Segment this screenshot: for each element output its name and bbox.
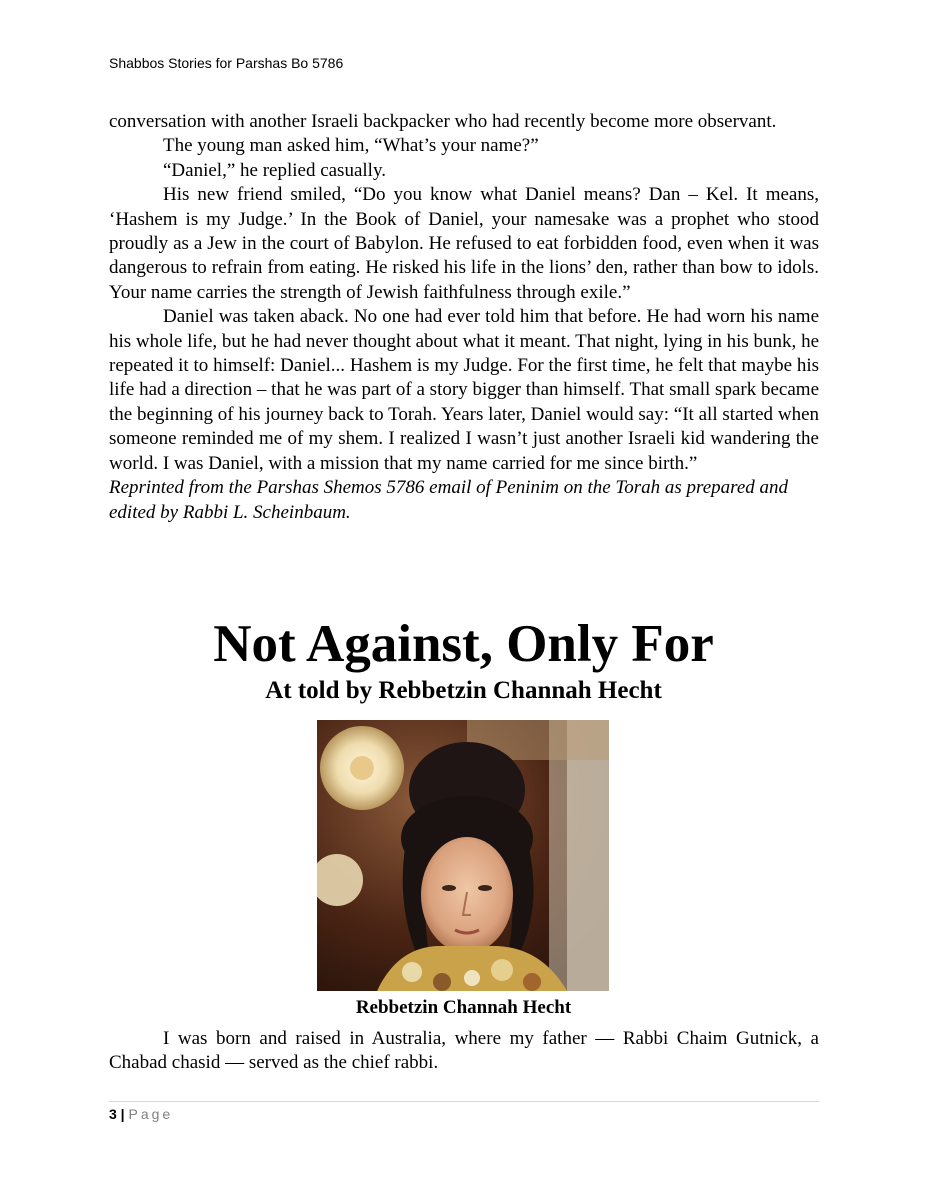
footer-divider — [109, 1101, 819, 1102]
story-subtitle: At told by Rebbetzin Channah Hecht — [265, 677, 662, 704]
reprint-credit: Reprinted from the Parshas Shemos 5786 email of Peninim on the Torah as prepared and edited by Rabbi L. Scheinbaum. — [109, 477, 789, 523]
paragraph: The young man asked him, “What’s your name?” — [163, 135, 539, 157]
page-footer — [109, 1106, 173, 1122]
photo-caption: Rebbetzin Channah Hecht — [355, 997, 572, 1018]
paragraph: “Daniel,” he replied casually. — [163, 159, 386, 181]
running-header: Shabbos Stories for Parshas Bo 5786 — [109, 55, 344, 71]
paragraph: Daniel was taken aback. No one had ever told him that before. He had worn his name his whole life, but he had never thought about what it meant. That night, lying in his bunk, he repeated it to himself: Daniel... Hashem is my Judge. For the first time, he felt that maybe his life had a direction – that he was part of a story bigger than himself. That small spark became the beginning of his journey back to Torah. Years later, Daniel would say: “It all started when someone reminded me of my shem. I realized I wasn’t just another Israeli kid wandering the world. I was Daniel, with a mission that my name carried for me since birth.” — [109, 306, 819, 474]
paragraph: I was born and raised in Australia, where my father — Rabbi Chaim Gutnick, a Chabad chasid — served as the chief rabbi. — [109, 1028, 819, 1074]
story-title: Not Against, Only For — [213, 615, 714, 673]
page-label: Page — [128, 1106, 174, 1122]
story-text — [109, 1027, 819, 1076]
footer-separator: | — [116, 1106, 129, 1122]
story-text — [109, 110, 819, 525]
paragraph: conversation with another Israeli backpacker who had recently become more observant. — [109, 111, 777, 132]
page-number: 3 — [109, 1106, 117, 1122]
portrait-image — [317, 720, 609, 991]
paragraph: His new friend smiled, “Do you know what Daniel means? Dan – Kel. It means, ‘Hashem is my Judge.’ In the Book of Daniel, your namesake was a prophet who stood proudly as a Jew in the court of Babylon. He refused to eat forbidden food, even when it was dangerous to refrain from eating. He risked his life in the lions’ den, rather than bow to idols. Your name carries the strength of Jewish faithfulness through exile.” — [109, 184, 819, 303]
portrait-photo — [317, 720, 609, 991]
